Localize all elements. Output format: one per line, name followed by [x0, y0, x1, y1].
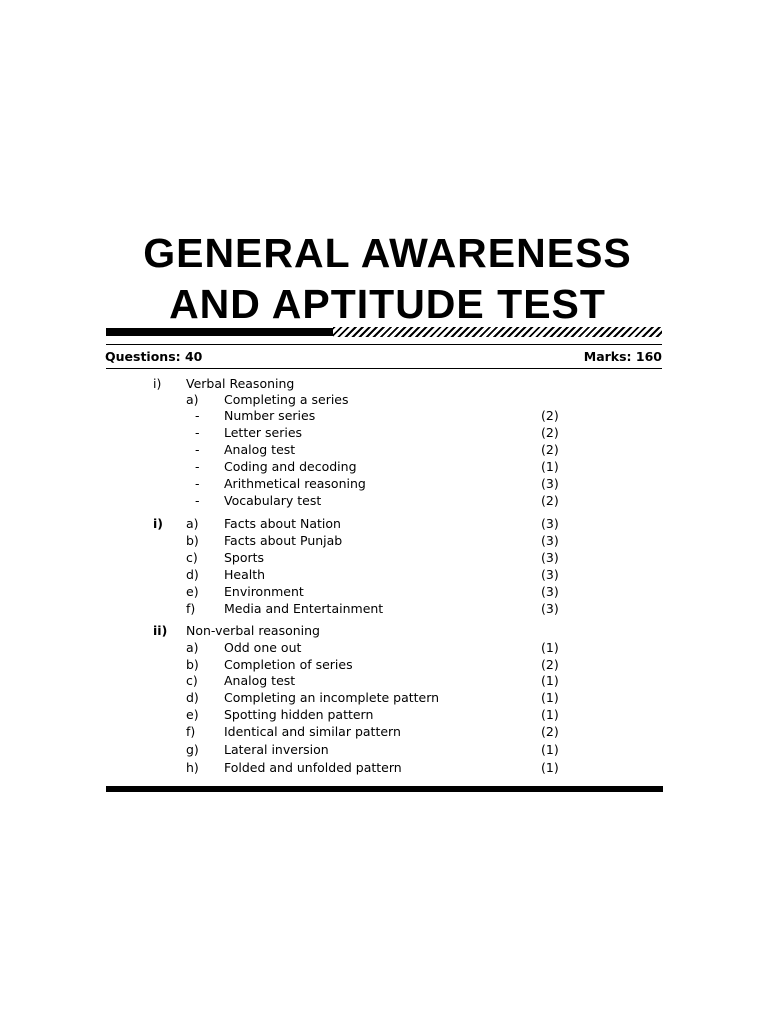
title-rule-solid	[106, 328, 334, 336]
item-label: Analog test	[224, 673, 296, 688]
item-dash: -	[195, 408, 200, 423]
item-label: Health	[224, 567, 266, 582]
list-item	[0, 639, 768, 656]
item-label: Facts about Nation	[224, 516, 341, 531]
list-item	[0, 622, 768, 639]
list-item	[0, 391, 768, 408]
list-item	[0, 424, 768, 441]
item-marks: (2)	[541, 493, 559, 508]
item-marks: (1)	[541, 707, 559, 722]
list-item	[0, 475, 768, 492]
list-item	[0, 492, 768, 509]
list-item	[0, 583, 768, 600]
item-marks: (1)	[541, 459, 559, 474]
list-item	[0, 375, 768, 392]
item-label: Odd one out	[224, 640, 302, 655]
item-marks: (1)	[541, 640, 559, 655]
item-letter: b)	[186, 533, 199, 548]
item-marks: (3)	[541, 584, 559, 599]
item-letter: Verbal Reasoning	[186, 376, 295, 391]
item-marks: (2)	[541, 657, 559, 672]
item-label: Spotting hidden pattern	[224, 707, 374, 722]
list-item	[0, 672, 768, 689]
title-rule-hatched	[333, 327, 662, 337]
item-letter: Non-verbal reasoning	[186, 623, 320, 638]
item-letter: a)	[186, 516, 199, 531]
item-dash: -	[195, 442, 200, 457]
item-dash: -	[195, 476, 200, 491]
page-title-line-1: GENERAL AWARENESS	[143, 230, 632, 276]
item-label: Letter series	[224, 425, 303, 440]
item-marks: (1)	[541, 673, 559, 688]
marks-total: Marks: 160	[583, 349, 662, 364]
item-label: Analog test	[224, 442, 296, 457]
list-item	[0, 689, 768, 706]
item-label: Arithmetical reasoning	[224, 476, 366, 491]
item-marks: (3)	[541, 476, 559, 491]
item-marks: (3)	[541, 567, 559, 582]
item-letter: d)	[186, 567, 199, 582]
item-letter: b)	[186, 657, 199, 672]
item-marks: (2)	[541, 408, 559, 423]
item-letter: c)	[186, 550, 198, 565]
item-label: Completing an incomplete pattern	[224, 690, 440, 705]
list-item	[0, 706, 768, 723]
list-item	[0, 600, 768, 617]
item-label: Vocabulary test	[224, 493, 322, 508]
list-item	[0, 549, 768, 566]
item-dash: -	[195, 459, 200, 474]
list-item	[0, 532, 768, 549]
header-bottom-rule	[106, 368, 662, 369]
item-letter: a)	[186, 392, 199, 407]
item-letter: e)	[186, 584, 199, 599]
item-marks: (2)	[541, 724, 559, 739]
questions-count: Questions: 40	[105, 349, 203, 364]
item-label: Sports	[224, 550, 265, 565]
item-label: Completion of series	[224, 657, 353, 672]
item-marks: (3)	[541, 601, 559, 616]
section-number: i)	[153, 516, 163, 531]
item-letter: d)	[186, 690, 199, 705]
list-item	[0, 407, 768, 424]
item-marks: (3)	[541, 516, 559, 531]
section-number: ii)	[153, 623, 168, 638]
list-item	[0, 458, 768, 475]
item-label: Facts about Punjab	[224, 533, 343, 548]
item-label: Identical and similar pattern	[224, 724, 401, 739]
item-letter: f)	[186, 601, 196, 616]
item-marks: (2)	[541, 425, 559, 440]
item-label: Media and Entertainment	[224, 601, 384, 616]
item-marks: (1)	[541, 760, 559, 775]
item-marks: (3)	[541, 533, 559, 548]
page-title-line-2: AND APTITUDE TEST	[169, 281, 606, 327]
item-letter: g)	[186, 742, 199, 757]
item-letter: a)	[186, 640, 199, 655]
item-label: Completing a series	[224, 392, 349, 407]
item-dash: -	[195, 493, 200, 508]
list-item	[0, 741, 768, 758]
section-number: i)	[153, 376, 162, 391]
footer-rule	[106, 786, 663, 792]
item-marks: (3)	[541, 550, 559, 565]
list-item	[0, 441, 768, 458]
item-letter: c)	[186, 673, 198, 688]
list-item	[0, 515, 768, 532]
item-label: Lateral inversion	[224, 742, 329, 757]
list-item	[0, 566, 768, 583]
item-label: Folded and unfolded pattern	[224, 760, 402, 775]
item-label: Environment	[224, 584, 304, 599]
item-marks: (2)	[541, 442, 559, 457]
item-letter: f)	[186, 724, 196, 739]
list-item	[0, 759, 768, 776]
list-item	[0, 723, 768, 740]
item-label: Number series	[224, 408, 316, 423]
item-letter: e)	[186, 707, 199, 722]
header-top-rule	[106, 344, 662, 345]
item-marks: (1)	[541, 742, 559, 757]
item-dash: -	[195, 425, 200, 440]
item-letter: h)	[186, 760, 199, 775]
item-label: Coding and decoding	[224, 459, 357, 474]
item-marks: (1)	[541, 690, 559, 705]
list-item	[0, 656, 768, 673]
